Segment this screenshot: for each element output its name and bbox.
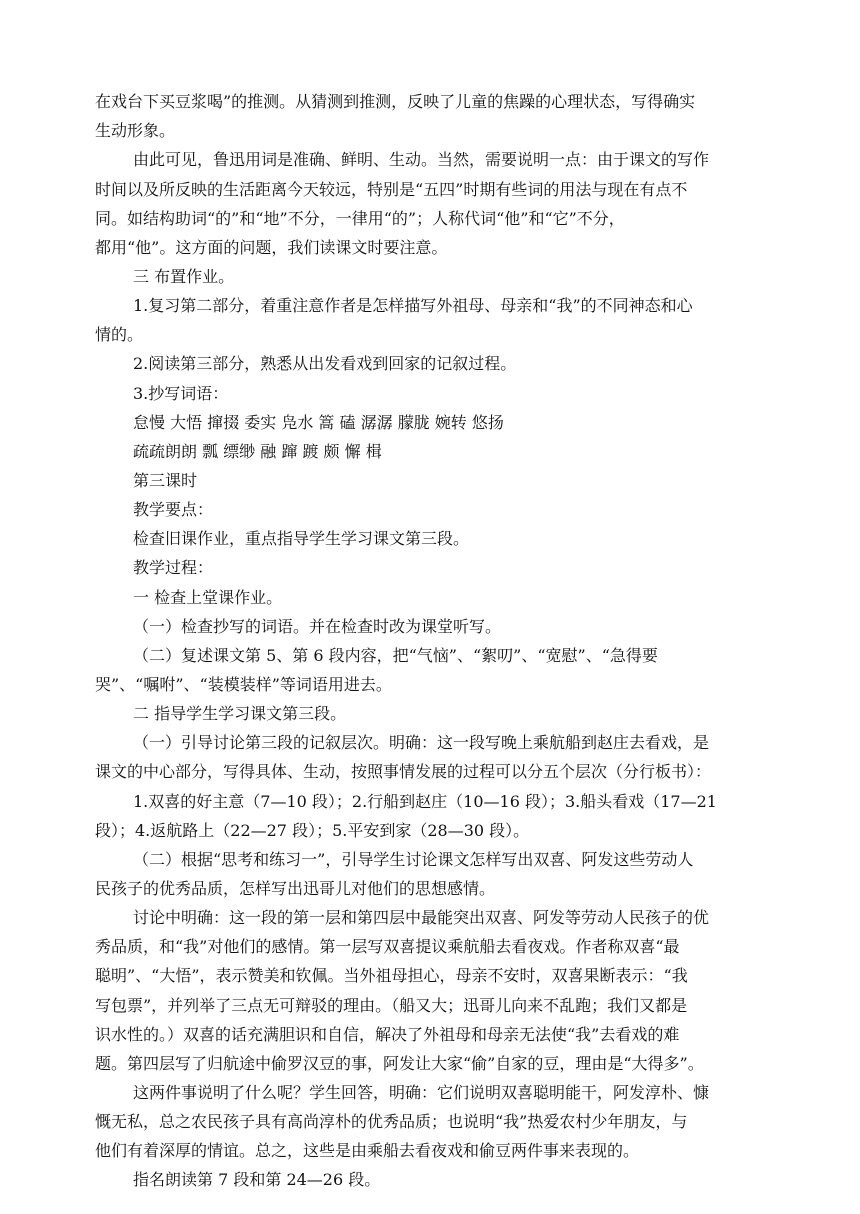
text-line: 由此可见，鲁迅用词是准确、鲜明、生动。当然，需要说明一点：由于课文的写作 <box>133 150 710 169</box>
text-line: 都用“他”。这方面的问题，我们读课文时要注意。 <box>95 238 448 257</box>
text-line: （一）检查抄写的词语。并在检查时改为课堂听写。 <box>133 617 502 636</box>
text-line: 在戏台下买豆浆喝”的推测。从猜测到推测，反映了儿童的焦躁的心理状态，写得确实 <box>95 92 696 111</box>
text-line: （一）引导讨论第三段的记叙层次。明确：这一段写晚上乘航船到赵庄去看戏，是 <box>133 733 710 752</box>
text-line: 他们有着深厚的情谊。总之，这些是由乘船去看夜戏和偷豆两件事来表现的。 <box>95 1141 640 1160</box>
text-line: 情的。 <box>95 325 144 344</box>
section-heading: 第三课时 <box>133 471 198 490</box>
text-line: 民孩子的优秀品质，怎样写出迅哥儿对他们的思想感情。 <box>95 879 496 898</box>
text-line: 写包票”，并列举了三点无可辩驳的理由。（船又大；迅哥儿向来不乱跑；我们又都是 <box>95 996 688 1015</box>
text-line: 题。第四层写了归航途中偷罗汉豆的事，阿发让大家“偷”自家的豆，理由是“大得多”。 <box>95 1054 704 1073</box>
text-line: 这两件事说明了什么呢？学生回答，明确：它们说明双喜聪明能干，阿发淳朴、慷 <box>133 1083 710 1102</box>
text-line: 时间以及所反映的生活距离今天较远，特别是“五四”时期有些词的用法与现在有点不 <box>95 180 688 199</box>
text-line: （二）根据“思考和练习一”，引导学生讨论课文怎样写出双喜、阿发这些劳动人 <box>133 850 694 869</box>
text-line: 段）；4.返航路上（22—27 段）；5.平安到家（28—30 段）。 <box>95 821 530 840</box>
vocab-line: 疏疏朗朗 瓢 缥缈 融 蹿 踱 颇 懈 楫 <box>133 442 382 461</box>
text-line: 教学过程： <box>133 558 214 577</box>
text-line: 教学要点： <box>133 500 214 519</box>
text-line: 聪明”、“大悟”，表示赞美和钦佩。当外祖母担心，母亲不安时，双喜果断表示：“我 <box>95 966 688 985</box>
text-line: 1.复习第二部分，着重注意作者是怎样描写外祖母、母亲和“我”的不同神态和心 <box>133 296 693 315</box>
text-line: 检查旧课作业，重点指导学生学习课文第三段。 <box>133 529 470 548</box>
text-line: 1.双喜的好主意（7—10 段）；2.行船到赵庄（10—16 段）；3.船头看戏（17—21 <box>133 792 717 811</box>
text-line: 同。如结构助词“的”和“地”不分，一律用“的”；人称代词“他”和“它”不分， <box>95 209 625 228</box>
text-line: （二）复述课文第 5、第 6 段内容，把“气恼”、“絮叨”、“宽慰”、“急得要 <box>133 646 658 665</box>
section-heading: 一 检查上堂课作业。 <box>133 588 283 607</box>
text-line: 生动形象。 <box>95 121 176 140</box>
text-line: 2.阅读第三部分，熟悉从出发看戏到回家的记叙过程。 <box>133 354 517 373</box>
text-line: 慨无私，总之农民孩子具有高尚淳朴的优秀品质；也说明“我”热爱农村少年朋友，与 <box>95 1112 688 1131</box>
text-line: 秀品质，和“我”对他们的感情。第一层写双喜提议乘航船去看夜戏。作者称双喜“最 <box>95 937 680 956</box>
text-line: 课文的中心部分，写得具体、生动，按照事情发展的过程可以分五个层次（分行板书）： <box>95 762 712 781</box>
text-line: 识水性的。）双喜的话充满胆识和自信，解决了外祖母和母亲无法使“我”去看戏的难 <box>95 1025 680 1044</box>
vocab-line: 怠慢 大悟 撺掇 委实 凫水 篙 磕 潺潺 朦胧 婉转 悠扬 <box>133 413 504 432</box>
text-line: 3.抄写词语： <box>133 384 229 403</box>
text-line: 指名朗读第 7 段和第 24—26 段。 <box>133 1170 381 1189</box>
text-line: 讨论中明确：这一段的第一层和第四层中最能突出双喜、阿发等劳动人民孩子的优 <box>133 908 710 927</box>
text-line: 哭”、“嘱咐”、“装模装样”等词语用进去。 <box>95 675 392 694</box>
section-heading: 三 布置作业。 <box>133 267 235 286</box>
section-heading: 二 指导学生学习课文第三段。 <box>133 704 347 723</box>
